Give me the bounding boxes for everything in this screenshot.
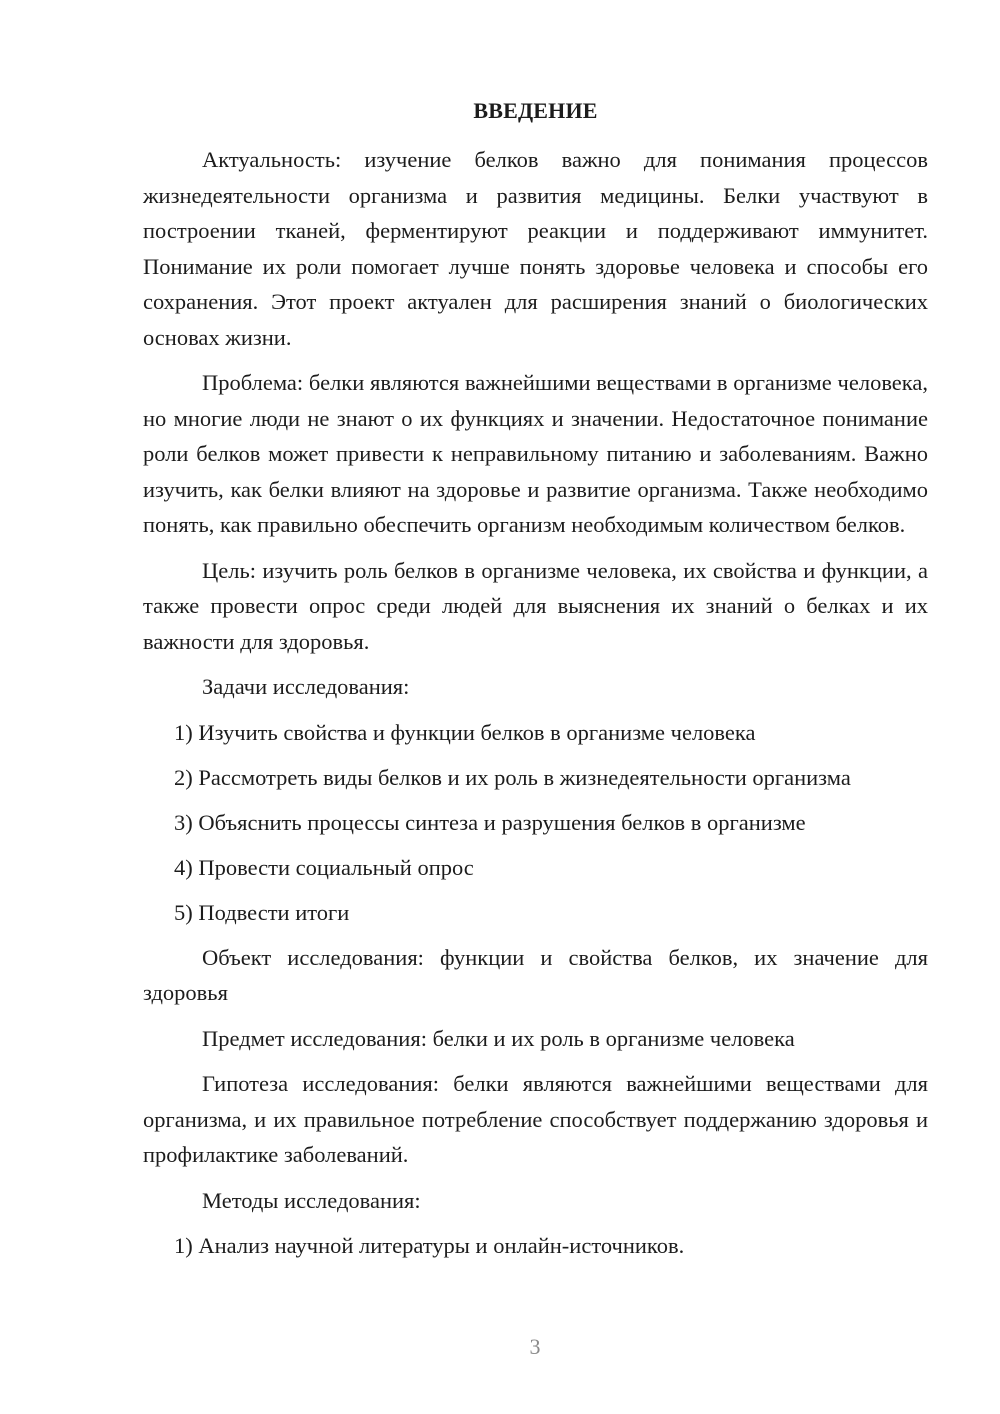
tasks-heading: Задачи исследования: (202, 674, 410, 699)
list-item: 1) Изучить свойства и функции белков в организме человека (174, 719, 756, 745)
problem-paragraph: Проблема: белки являются важнейшими веществами в организме человека, но многие люди не знают о их функциях и значении. Недостаточное понимание роли белков может привести к неправильному питанию и заболеваниям. Важно изучить, как белки влияют на здоровье и развитие организма. Также необходимо понять, как правильно обеспечить организм необходимым количеством белков. (143, 370, 928, 537)
list-item: 2) Рассмотреть виды белков и их роль в жизнедеятельности организма (174, 764, 851, 790)
list-item: 5) Подвести итоги (174, 899, 350, 925)
hypothesis-paragraph: Гипотеза исследования: белки являются важнейшими веществами для организма, и их правильное потребление способствует поддержанию здоровья и профилактике заболеваний. (143, 1071, 928, 1167)
relevance-paragraph: Актуальность: изучение белков важно для понимания процессов жизнедеятельности организма и развития медицины. Белки участвуют в построении тканей, ферментируют реакции и поддерживают иммунитет. Понимание их роли помогает лучше понять здоровье человека и способы его сохранения. Этот проект актуален для расширения знаний о биологических основах жизни. (143, 147, 928, 350)
document-page (143, 94, 928, 1273)
methods-heading: Методы исследования: (202, 1187, 421, 1213)
tasks-list (143, 715, 928, 931)
subject-paragraph: Предмет исследования: белки и их роль в организме человека (202, 1025, 795, 1051)
goal-paragraph: Цель: изучить роль белков в организме человека, их свойства и функции, а также провести опрос среди людей для выяснения их знаний о белках и их важности для здоровья. (143, 557, 928, 654)
page-title: ВВЕДЕНИЕ (473, 98, 598, 123)
list-item: 3) Объяснить процессы синтеза и разрушения белков в организме (174, 809, 806, 835)
page-number: 3 (529, 1334, 541, 1359)
list-item: 4) Провести социальный опрос (174, 854, 474, 880)
methods-list (143, 1228, 928, 1264)
object-paragraph: Объект исследования: функции и свойства белков, их значение для здоровья (143, 944, 928, 1005)
list-item: 1) Анализ научной литературы и онлайн-источников. (174, 1233, 685, 1258)
